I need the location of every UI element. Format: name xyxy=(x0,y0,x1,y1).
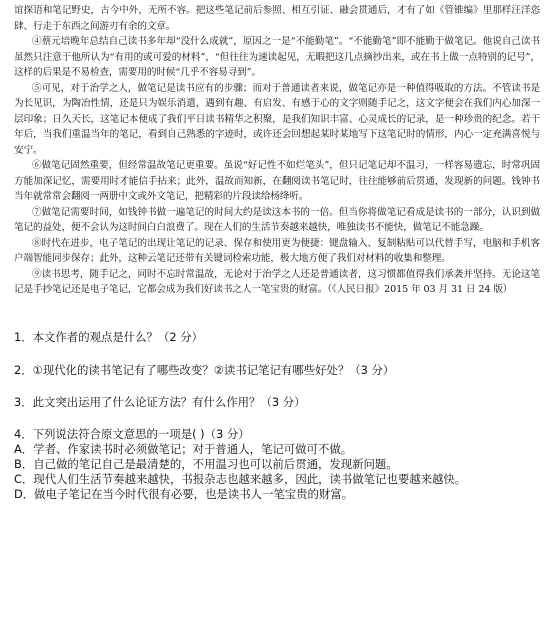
option-c: C．现代人们生活节奏越来越快，书报杂志也越来越多，因此，读书做笔记也要越来越快。 xyxy=(14,472,467,486)
article-text xyxy=(14,3,540,298)
option-d: D．做电子笔记在当今时代很有必要，也是读书人一笔宝贵的财富。 xyxy=(14,487,354,501)
paragraph-8: ⑧时代在进步，电子笔记的出现让笔记的记录、保存和使用更为便捷：键盘输入、复制粘贴可以代替手写，电脑和手机客户端智能同步保存；此外，这种云笔记还带有关键词检索功能，极大地方便了我们对材料的收集和整理。 xyxy=(14,237,540,264)
option-b: B．自己做的笔记自己是最清楚的，不用温习也可以前后贯通，发现新问题。 xyxy=(14,457,398,471)
question-1: 1．本文作者的观点是什么？（2 分） xyxy=(14,330,203,344)
paragraph-4: ④蔡元培晚年总结自己读书多年却“没什么成就”，原因之一是“不能勤笔”。“不能勤笔”即不能勤于做笔记。他说自己读书虽然只注意于他所认为“有用的或可爱的材料”，“但往往为速读起见，无暇把这几点摘抄出来，或在书上做一点特别的记号”，这样的后果是不易检查，需要用的时候“几乎不容易寻到”。 xyxy=(14,36,540,78)
paragraph-7: ⑦做笔记需要时间，如钱钟书做一遍笔记的时间大约是读这本书的一倍。但当你将做笔记看成是读书的一部分，认识到做笔记的益处，便不会认为这时间白白浪费了。现在人们的生活节奏越来越快，唯独读书不能快，做笔记不能急躁。 xyxy=(14,206,540,233)
question-4: 4．下列说法符合原文意思的一项是( )（3 分） xyxy=(14,427,250,441)
paragraph-6: ⑥做笔记固然重要，但经常温故笔记更重要。虽说“好记性不如烂笔头”，但只记笔记却不温习，一样容易遗忘，时常巩固方能加深记忆，需要用时才能信手拈来；此外，温故而知新，在翻阅读书笔记时，往往能够前后贯通，发现新的问题。钱钟书当年就常常会翻阅一两册中文或外文笔记，把精彩的片段读给杨绛听。 xyxy=(14,160,540,202)
paragraph-continued: 谊探语和笔记野史，古今中外，无所不容。把这些笔记前后参照、相互引证、融会贯通后，才有了如《管锥编》里那样汪洋恣肆、行走于东西之间游刃有余的文章。 xyxy=(14,5,540,32)
option-a: A．学者、作家读书时必须做笔记；对于普通人，笔记可做可不做。 xyxy=(14,442,353,456)
question-2: 2．①现代化的读书笔记有了哪些改变？②读书记笔记有哪些好处？（3 分） xyxy=(14,363,395,377)
paragraph-9: ⑨读书思考，随手记之，同时不忘时常温故，无论对于治学之人还是普通读者，这习惯都值得我们承袭并坚持。无论这笔记是手抄笔记还是电子笔记，它都会成为我们好读书之人一笔宝贵的财富。（《人民日报》2015 年 03 月 31 日 24 版） xyxy=(14,268,540,295)
question-4-options xyxy=(14,442,466,502)
paragraph-5: ⑤可见，对于治学之人，做笔记是读书应有的步骤；而对于普通读者来说，做笔记亦是一种值得吸取的方法。不管读书是为长见识，为陶冶性情，还是只为娱乐消遣，遇到有趣、有启发、有感于心的文字则随手记之，这文字便会在我们内心加深一层印象；日久天长，这笔记本便成了我们平日读书精华之积聚，是我们知识丰富、心灵成长的记录，是一种珍贵的纪念。若干年后，当我们重温当年的笔记，看到自己熟悉的字迹时，或许还会回想起某时某地写下这笔记时的情形，内心一定充满喜悦与安宁。 xyxy=(14,82,540,156)
question-3: 3．此文突出运用了什么论证方法？有什么作用？（3 分） xyxy=(14,395,306,409)
